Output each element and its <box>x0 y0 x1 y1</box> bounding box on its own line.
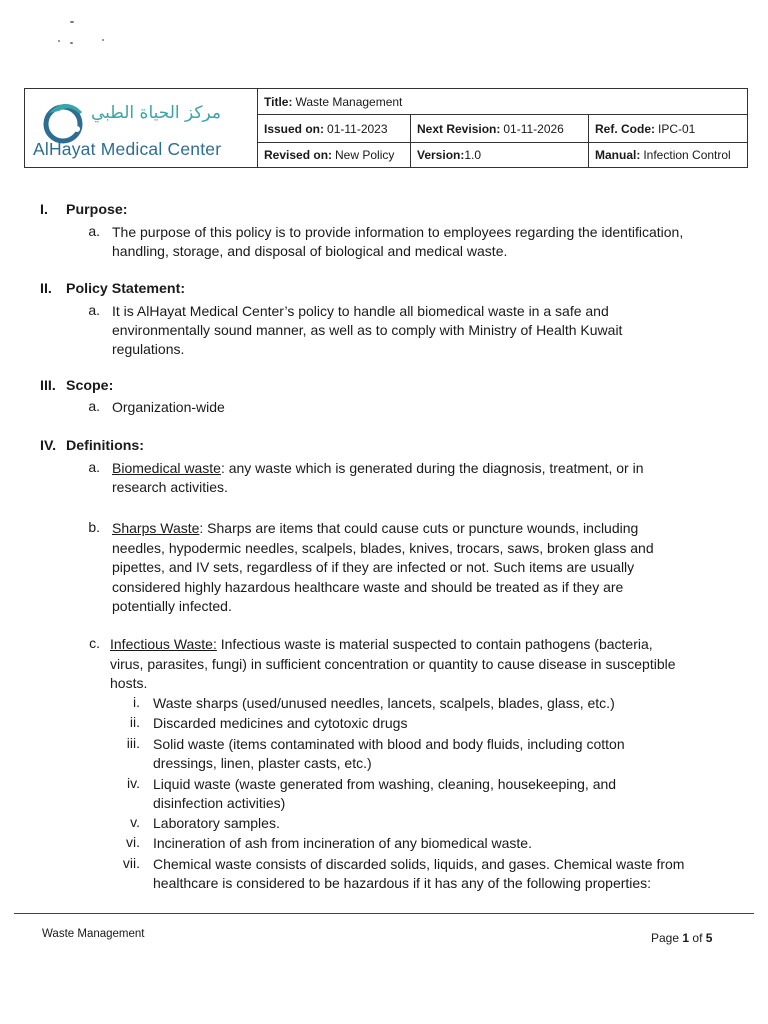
footer-page-number: Page 1 of 5 <box>651 931 713 945</box>
logo-english-name: AlHayat Medical Center <box>33 139 222 159</box>
definition-biomedical-waste: Biomedical waste: any waste which is generated during the diagnosis, treatment, or in <box>112 460 644 476</box>
sublist-item: Laboratory samples. <box>153 815 280 831</box>
sublist-marker: vii. <box>122 855 140 871</box>
logo-arabic-name: مركز الحياة الطبي <box>91 103 222 123</box>
footer-document-title: Waste Management <box>42 928 145 940</box>
sublist-item: Liquid waste (waste generated from washing, cleaning, housekeeping, and <box>153 776 617 792</box>
title-label: Title: <box>264 94 293 109</box>
section-heading-scope: III. Scope: <box>40 378 114 394</box>
manual-value: Infection Control <box>643 148 731 162</box>
purpose-text-line: handling, storage, and disposal of biological and medical waste. <box>112 243 508 259</box>
definition-term: Infectious Waste: <box>110 636 217 652</box>
sublist-item-continued: healthcare is considered to be hazardous if it has any of the following properties: <box>153 875 652 891</box>
list-marker: a. <box>88 459 100 475</box>
definition-text-line: considered highly hazardous healthcare waste and should be treated as if they are <box>112 579 624 595</box>
version-value: 1.0 <box>464 148 482 162</box>
sublist-item: Chemical waste consists of discarded solids, liquids, and gases. Chemical waste from <box>153 856 685 872</box>
section-heading-policy-statement: II. Policy Statement: <box>40 281 186 297</box>
sublist-marker: i. <box>133 694 140 710</box>
sublist-marker: iv. <box>127 775 140 791</box>
sublist-marker: v. <box>130 814 140 830</box>
list-marker: a. <box>88 223 100 239</box>
policy-text-line: environmentally sound manner, as well as to comply with Ministry of Health Kuwait <box>112 322 623 338</box>
footer-divider <box>14 913 754 914</box>
revised-on-label: Revised on: <box>264 148 333 162</box>
list-marker: a. <box>88 302 100 318</box>
ref-code-label: Ref. Code: <box>595 121 655 136</box>
sublist-item: Discarded medicines and cytotoxic drugs <box>153 715 408 731</box>
policy-text-line: It is AlHayat Medical Center’s policy to handle all biomedical waste in a safe and <box>112 303 609 319</box>
version-label: Version: <box>417 148 465 162</box>
scope-text-line: Organization-wide <box>112 399 225 415</box>
list-marker: b. <box>88 519 100 535</box>
sublist-item-continued: disinfection activities) <box>153 795 286 811</box>
definition-text-line: research activities. <box>112 479 228 495</box>
sublist-item-continued: dressings, linen, plaster casts, etc.) <box>153 755 372 771</box>
ref-code-value: IPC-01 <box>658 121 696 136</box>
sublist-item: Incineration of ash from incineration of any biomedical waste. <box>153 835 532 851</box>
title-value: Waste Management <box>295 94 403 109</box>
revised-on-value: New Policy <box>335 148 395 162</box>
definition-text-line: virus, parasites, fungi) in sufficient concentration or quantity to cause disease in susceptible <box>110 656 676 672</box>
sublist-marker: vi. <box>126 834 140 850</box>
definition-infectious-waste: Infectious Waste: Infectious waste is material suspected to contain pathogens (bacteria, <box>110 636 653 652</box>
policy-text-line: regulations. <box>112 341 185 357</box>
definition-term: Biomedical waste <box>112 460 221 476</box>
definition-sharps-waste: Sharps Waste: Sharps are items that could cause cuts or puncture wounds, including <box>112 520 639 536</box>
definition-text-line: pipettes, and IV sets, regardless of if they are infected or not. Such items are usually <box>112 559 635 575</box>
definition-term: Sharps Waste <box>112 520 200 536</box>
purpose-text-line: The purpose of this policy is to provide information to employees regarding the identification, <box>112 224 684 240</box>
issued-on-label: Issued on: <box>264 121 325 136</box>
definition-text-line: potentially infected. <box>112 598 232 614</box>
section-heading-purpose: I. Purpose: <box>40 202 128 218</box>
section-heading-definitions: IV. Definitions: <box>40 438 145 454</box>
list-marker: a. <box>88 398 100 414</box>
sublist-item: Waste sharps (used/unused needles, lancets, scalpels, blades, glass, etc.) <box>153 695 615 711</box>
sublist-marker: ii. <box>129 714 140 730</box>
next-revision-label: Next Revision: <box>417 121 501 136</box>
sublist-marker: iii. <box>126 735 140 751</box>
manual-label: Manual: <box>595 148 641 162</box>
list-marker: c. <box>89 635 100 651</box>
definition-text-line: needles, hypodermic needles, scalpels, blades, knives, trocars, saws, broken glass and <box>112 540 654 556</box>
issued-on-value: 01-11-2023 <box>327 121 388 136</box>
next-revision-value: 01-11-2026 <box>503 121 564 136</box>
definition-text-line: hosts. <box>110 675 148 691</box>
sublist-item: Solid waste (items contaminated with blood and body fluids, including cotton <box>153 736 625 752</box>
